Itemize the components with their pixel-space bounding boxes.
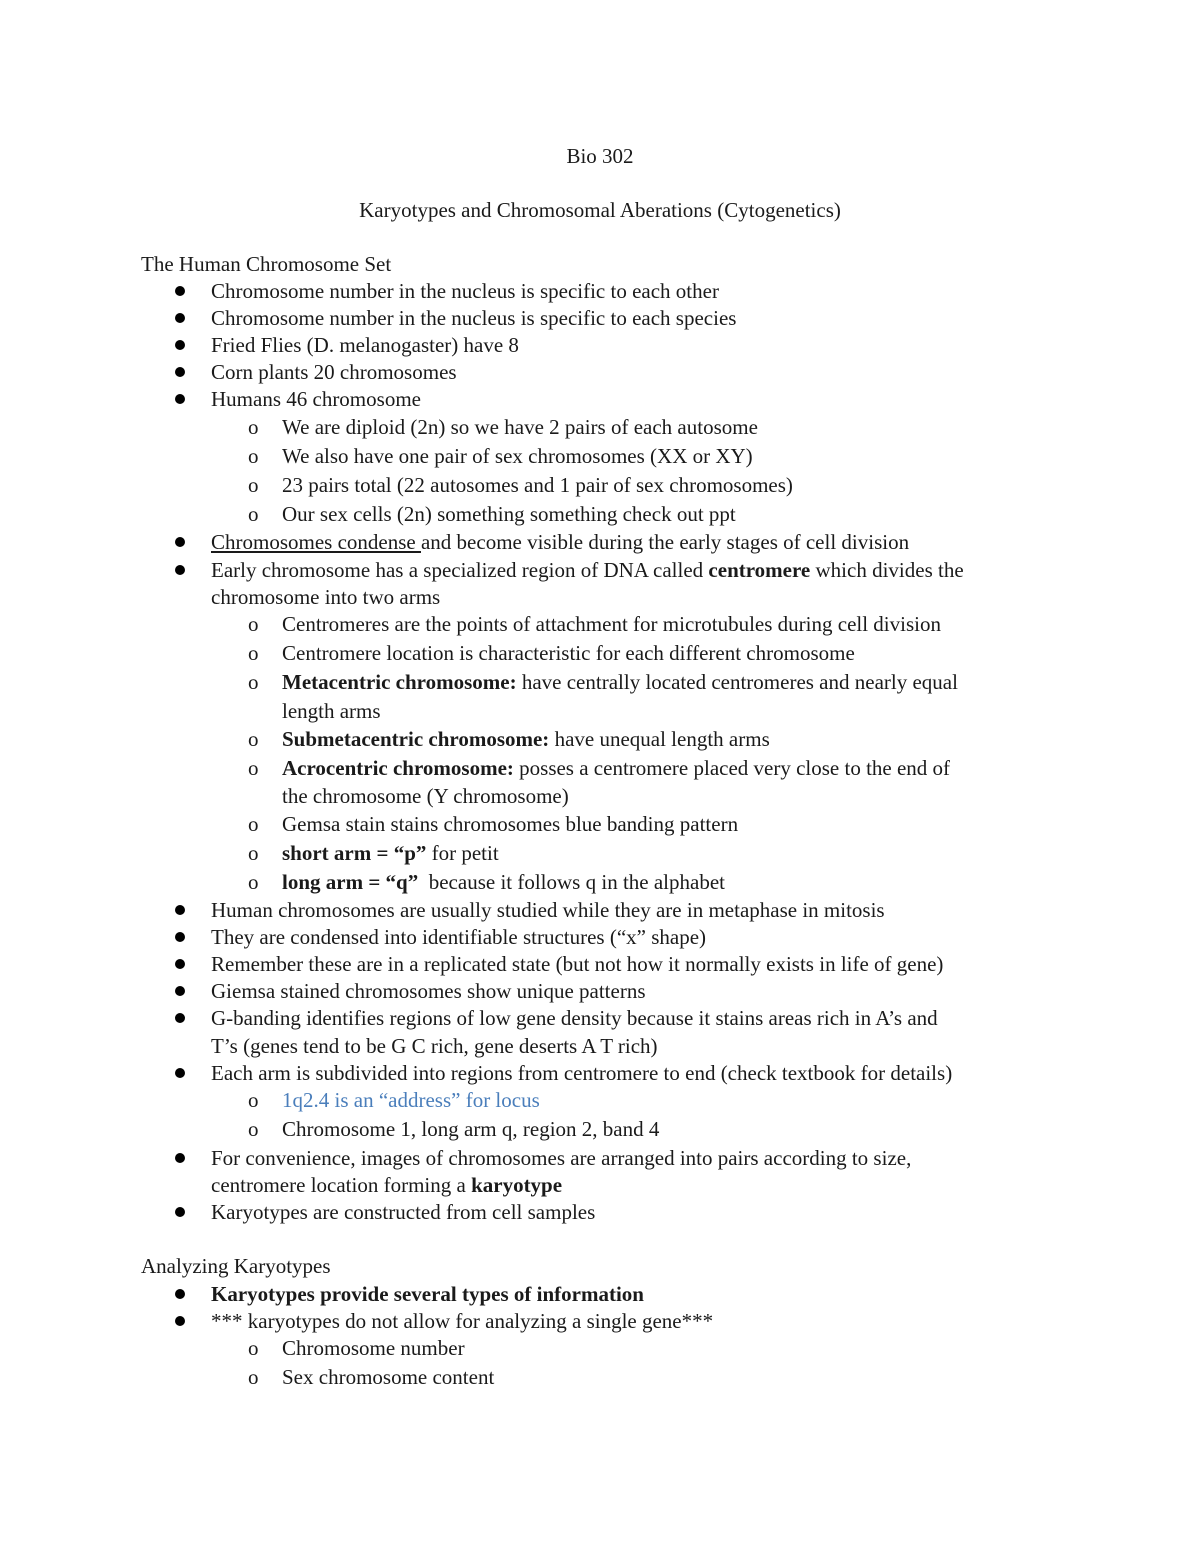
sub-bullet-icon: o [248, 841, 259, 865]
list-item-text: have centrally located centromeres and nearly equal [516, 670, 958, 694]
sub-list-item: Chromosome 1, long arm q, region 2, band 4 [282, 1117, 660, 1141]
bold-term: Metacentric chromosome: [282, 670, 517, 694]
bold-term: Karyotypes provide several types of information [211, 1282, 644, 1306]
sub-list-item-continuation: the chromosome (Y chromosome) [282, 784, 569, 808]
sub-bullet-icon: o [248, 1088, 259, 1112]
sub-bullet-icon: o [248, 1117, 259, 1141]
list-item-text: because it follows q in the alphabet [418, 870, 725, 894]
bullet-icon [175, 313, 185, 323]
list-item: Each arm is subdivided into regions from centromere to end (check textbook for details) [211, 1061, 953, 1085]
list-item-text: posses a centromere placed very close to the end of [513, 756, 951, 780]
list-item: *** karyotypes do not allow for analyzing a single gene*** [211, 1309, 714, 1333]
sub-bullet-icon: o [248, 670, 259, 694]
sub-list-item: Chromosome number [282, 1336, 465, 1360]
course-title: Bio 302 [566, 144, 634, 168]
bold-term: short arm = “p” [282, 841, 427, 865]
bold-term: karyotype [471, 1173, 563, 1197]
bold-term: Submetacentric chromosome: [282, 727, 550, 751]
bullet-icon [175, 1289, 185, 1299]
bullet-icon [175, 1316, 185, 1326]
sub-bullet-icon: o [248, 870, 259, 894]
list-item-text: and become visible during the early stages of cell division [420, 530, 910, 554]
sub-list-item: We also have one pair of sex chromosomes (XX or XY) [282, 444, 753, 468]
sub-bullet-icon: o [248, 502, 259, 526]
document-title: Karyotypes and Chromosomal Aberations (Cytogenetics) [359, 198, 841, 222]
bullet-icon [175, 959, 185, 969]
list-item [211, 529, 909, 555]
sub-bullet-icon: o [248, 812, 259, 836]
bullet-icon [175, 394, 185, 404]
list-item-continuation: chromosome into two arms [211, 585, 441, 609]
bullet-icon [175, 932, 185, 942]
bold-term: long arm = “q” [282, 870, 419, 894]
underlined-phrase: Chromosomes condense [211, 530, 421, 554]
bullet-icon [175, 537, 185, 547]
sub-list-item: Gemsa stain stains chromosomes blue banding pattern [282, 812, 739, 836]
sub-list-item [282, 840, 499, 866]
sub-bullet-icon: o [248, 1336, 259, 1360]
sub-bullet-icon: o [248, 756, 259, 780]
sub-list-item [282, 755, 950, 781]
sub-list-item: Sex chromosome content [282, 1365, 495, 1389]
list-item: Humans 46 chromosome [211, 387, 421, 411]
list-item: Remember these are in a replicated state (but not how it normally exists in life of gene) [211, 952, 944, 976]
sub-list-item: 23 pairs total (22 autosomes and 1 pair of sex chromosomes) [282, 473, 793, 497]
bullet-icon [175, 565, 185, 575]
sub-bullet-icon: o [248, 641, 259, 665]
bold-term: centromere [708, 558, 811, 582]
list-item-text: centromere location forming a [211, 1173, 472, 1197]
bullet-icon [175, 1013, 185, 1023]
sub-list-item [282, 869, 725, 895]
sub-list-item-continuation: length arms [282, 699, 381, 723]
bullet-icon [175, 1207, 185, 1217]
list-item [211, 1281, 644, 1307]
sub-list-item [282, 726, 770, 752]
bullet-icon [175, 286, 185, 296]
list-item [211, 557, 964, 583]
list-item: G-banding identifies regions of low gene density because it stains areas rich in A’s and [211, 1006, 938, 1030]
list-item-text: for petit [426, 841, 499, 865]
sub-bullet-icon: o [248, 444, 259, 468]
list-item: Fried Flies (D. melanogaster) have 8 [211, 333, 519, 357]
bold-term: Acrocentric chromosome: [282, 756, 514, 780]
sub-list-item: Centromeres are the points of attachment for microtubules during cell division [282, 612, 941, 636]
list-item: Giemsa stained chromosomes show unique patterns [211, 979, 646, 1003]
section-heading-human-chromosome-set: The Human Chromosome Set [141, 252, 392, 276]
bullet-icon [175, 367, 185, 377]
sub-bullet-icon: o [248, 612, 259, 636]
bullet-icon [175, 340, 185, 350]
list-item: For convenience, images of chromosomes are arranged into pairs according to size, [211, 1146, 912, 1170]
sub-list-item: We are diploid (2n) so we have 2 pairs of each autosome [282, 415, 758, 439]
list-item-text: Early chromosome has a specialized region of DNA called [211, 558, 709, 582]
sub-bullet-icon: o [248, 727, 259, 751]
bullet-icon [175, 986, 185, 996]
list-item-text: have unequal length arms [549, 727, 770, 751]
list-item: Human chromosomes are usually studied while they are in metaphase in mitosis [211, 898, 885, 922]
list-item-continuation: T’s (genes tend to be G C rich, gene deserts A T rich) [211, 1034, 658, 1058]
sub-list-item: Centromere location is characteristic for each different chromosome [282, 641, 855, 665]
sub-bullet-icon: o [248, 415, 259, 439]
list-item: They are condensed into identifiable structures (“x” shape) [211, 925, 707, 949]
bullet-icon [175, 905, 185, 915]
list-item-text: which divides the [810, 558, 964, 582]
sub-list-item: Our sex cells (2n) something something check out ppt [282, 502, 736, 526]
bullet-icon [175, 1068, 185, 1078]
sub-bullet-icon: o [248, 1365, 259, 1389]
section-heading-analyzing-karyotypes: Analyzing Karyotypes [141, 1254, 331, 1278]
bullet-icon [175, 1153, 185, 1163]
sub-list-item [282, 669, 958, 695]
list-item: Chromosome number in the nucleus is specific to each other [211, 279, 719, 303]
list-item-continuation [211, 1172, 562, 1198]
list-item: Corn plants 20 chromosomes [211, 360, 457, 384]
sub-list-item-address: 1q2.4 is an “address” for locus [282, 1088, 540, 1112]
list-item: Karyotypes are constructed from cell samples [211, 1200, 596, 1224]
sub-bullet-icon: o [248, 473, 259, 497]
list-item: Chromosome number in the nucleus is specific to each species [211, 306, 737, 330]
